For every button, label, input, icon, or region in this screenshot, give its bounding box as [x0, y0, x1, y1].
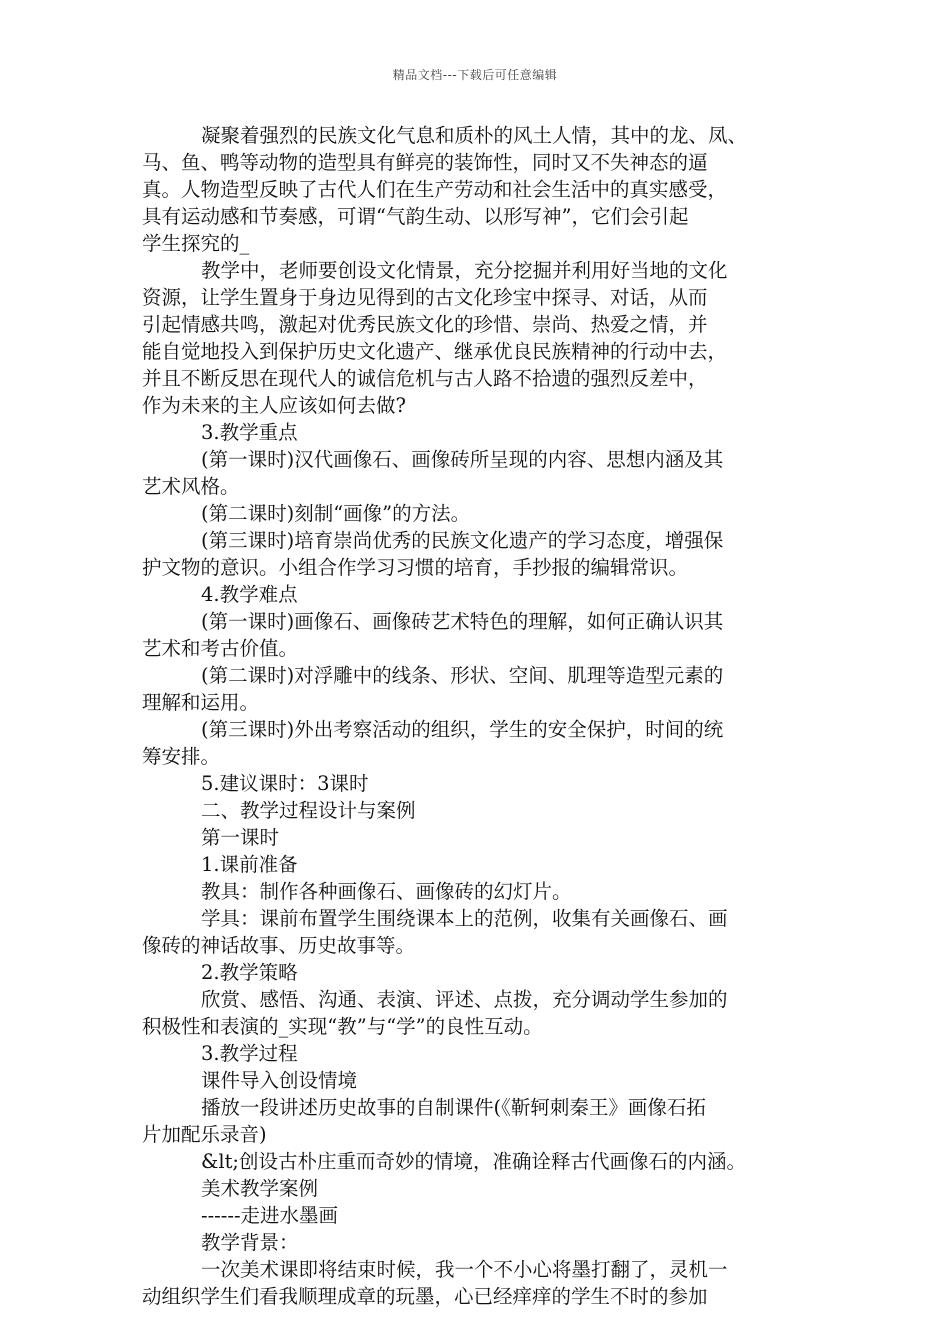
- text-line: 一次美术课即将结束时候，我一个不小心将墨打翻了，灵机一: [201, 1258, 728, 1281]
- text-line: 片加配乐录音): [142, 1123, 267, 1146]
- text-line: 教学背景：: [201, 1231, 299, 1254]
- text-line: 资源，让学生置身于身边见得到的古文化珍宝中探寻、对话，从而: [142, 286, 708, 309]
- text-line: (第三课时)外出考察活动的组织，学生的安全保护，时间的统: [201, 718, 724, 741]
- text-line: 艺术风格。: [142, 475, 240, 498]
- text-line: 像砖的神话故事、历史故事等。: [142, 934, 416, 957]
- text-line: (第二课时)刻制“画像”的方法。: [201, 502, 471, 525]
- text-line: 学具：课前布置学生围绕课本上的范例，收集有关画像石、画: [201, 907, 728, 930]
- text-line: 艺术和考古价值。: [142, 637, 299, 660]
- text-line: 3.教学过程: [201, 1042, 298, 1065]
- text-line: ------走进水墨画: [201, 1204, 339, 1227]
- text-line: 学生探究的_: [142, 232, 250, 255]
- text-line: 动组织学生们看我顺理成章的玩墨，心已经痒痒的学生不时的参加: [142, 1285, 708, 1308]
- text-line: 二、教学过程设计与案例: [201, 799, 416, 822]
- text-line: 5.建议课时：3课时: [201, 772, 369, 795]
- text-line: 1.课前准备: [201, 853, 298, 876]
- text-line: 真。人物造型反映了古代人们在生产劳动和社会生活中的真实感受，: [142, 178, 728, 201]
- text-line: 2.教学策略: [201, 961, 298, 984]
- text-line: 4.教学难点: [201, 583, 298, 606]
- text-line: 具有运动感和节奏感，可谓“气韵生动、以形写神”，它们会引起: [142, 205, 689, 228]
- text-line: 马、鱼、鸭等动物的造型具有鲜亮的装饰性，同时又不失神态的逼: [142, 151, 708, 174]
- page-header: 精品文档---下载后可任意编辑: [392, 68, 558, 82]
- text-line: 欣赏、感悟、沟通、表演、评述、点拨，充分调动学生参加的: [201, 988, 728, 1011]
- text-line: 能自觉地投入到保护历史文化遗产、继承优良民族精神的行动中去，: [142, 340, 728, 363]
- text-line: (第二课时)对浮雕中的线条、形状、空间、肌理等造型元素的: [201, 664, 724, 687]
- text-line: 第一课时: [201, 826, 280, 849]
- text-line: (第一课时)画像石、画像砖艺术特色的理解，如何正确认识其: [201, 610, 724, 633]
- text-line: 并且不断反思在现代人的诚信危机与古人路不拾遗的强烈反差中，: [142, 367, 708, 390]
- text-line: 课件导入创设情境: [201, 1069, 358, 1092]
- text-line: (第一课时)汉代画像石、画像砖所呈现的内容、思想内涵及其: [201, 448, 724, 471]
- text-line: 教学中，老师要创设文化情景，充分挖掘并利用好当地的文化: [201, 259, 728, 282]
- text-line: 作为未来的主人应该如何去做?: [142, 394, 406, 417]
- document-body: [142, 122, 822, 1310]
- text-line: 3.教学重点: [201, 421, 298, 444]
- text-line: 凝聚着强烈的民族文化气息和质朴的风土人情，其中的龙、凤、: [201, 124, 748, 147]
- text-line: (第三课时)培育崇尚优秀的民族文化遗产的学习态度，增强保: [201, 529, 724, 552]
- text-line: &lt;创设古朴庄重而奇妙的情境，准确诠释古代画像石的内涵。: [201, 1150, 747, 1173]
- text-line: 护文物的意识。小组合作学习习惯的培育，手抄报的编辑常识。: [142, 556, 689, 579]
- text-line: 播放一段讲述历史故事的自制课件(《靳轲刺秦王》画像石拓: [201, 1096, 706, 1119]
- text-line: 美术教学案例: [201, 1177, 319, 1200]
- text-line: 积极性和表演的_实现“教”与“学”的良性互动。: [142, 1015, 543, 1038]
- text-line: 理解和运用。: [142, 691, 260, 714]
- text-line: 教具：制作各种画像石、画像砖的幻灯片。: [201, 880, 572, 903]
- text-line: 筹安排。: [142, 745, 221, 768]
- text-line: 引起情感共鸣，激起对优秀民族文化的珍惜、崇尚、热爱之情，并: [142, 313, 708, 336]
